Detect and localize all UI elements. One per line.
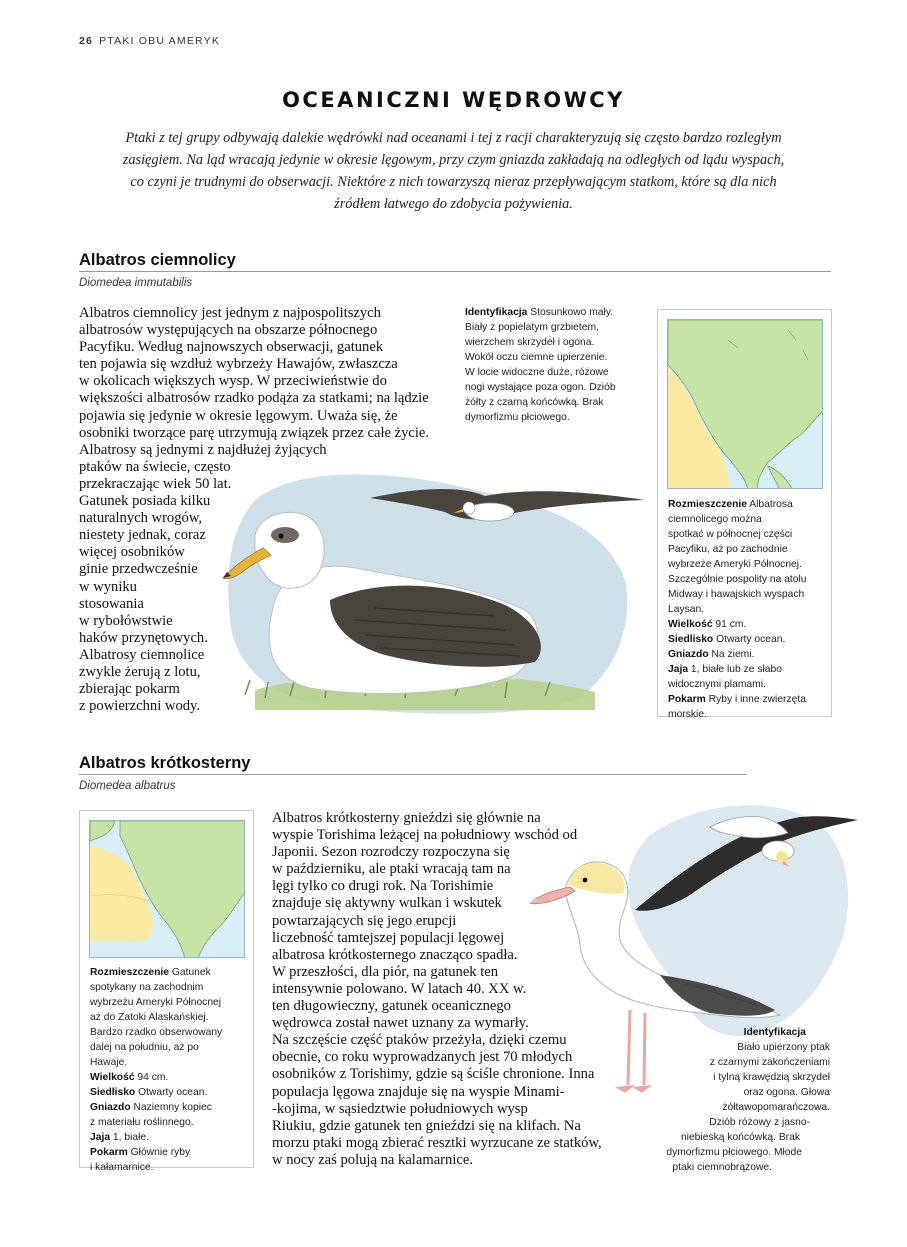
species2-title: Albatros krótkosterny xyxy=(79,754,251,772)
text-line: Albatrosy ciemnolice xyxy=(79,646,205,663)
fact-label: Gniazdo xyxy=(668,649,709,660)
text-line: Wokół oczu ciemne upierzenie. xyxy=(465,352,608,363)
text-line: z materiału roślinnego. xyxy=(90,1117,194,1128)
fact-label: Pokarm xyxy=(668,694,706,705)
text-line: wędrowca został nawet uznany za wymarły. xyxy=(272,1015,529,1032)
text-line: żółty z czarną końcówką. Brak xyxy=(465,397,604,408)
intro-line: zasięgiem. Na ląd wracają jedynie w okresie lęgowym, przy czym gniazda zakładają na odległych od lądu wyspach, xyxy=(122,152,785,168)
fact-label: Jaja xyxy=(668,664,689,675)
text-line: ptaki ciemnobrązowe. xyxy=(672,1162,772,1173)
text-line: Bardzo rzadko obserwowany xyxy=(90,1027,223,1038)
species2-facts xyxy=(90,965,222,1175)
text-line: przekraczając wiek 50 lat. xyxy=(79,475,232,492)
text-line: ginie przedwcześnie xyxy=(79,561,198,578)
fact-label: Jaja xyxy=(90,1132,111,1143)
text-line: naturalnych wrogów, xyxy=(79,510,203,527)
species2-latin-name: Diomedea albatrus xyxy=(79,780,176,792)
text-line: oraz ogona. Głowa xyxy=(743,1087,830,1098)
text-line: Pacyfiku. Według najnowszych obserwacji, gatunek xyxy=(79,339,384,356)
text-line: powtarzających się jego erupcji xyxy=(272,912,457,929)
text-line: ptaków na świecie, często xyxy=(79,458,231,475)
fact-label: Wielkość xyxy=(90,1072,135,1083)
text-line: większości albatrosów rzadko podąża za statkami; na lądzie xyxy=(79,390,429,407)
intro-line: Ptaki z tej grupy odbywają dalekie wędrówki nad oceanami i tej z racji charakteryzują się często bardzo rozległym xyxy=(125,130,782,146)
fact-value: Otwarty ocean. xyxy=(716,634,786,645)
text-line: niebieską końcówką. Brak xyxy=(680,1132,800,1143)
text-line: Albatros ciemnolicy jest jednym z najpospolitszych xyxy=(79,305,381,321)
text-line: W przeszłości, dla piór, na gatunek ten xyxy=(272,963,499,980)
text-line: Midway i hawajskich wyspach xyxy=(668,589,805,600)
chapter-intro xyxy=(118,127,789,215)
text-line: Albatrosa xyxy=(749,499,793,510)
fact-value: Głównie ryby xyxy=(130,1147,191,1158)
text-line: zwykle żerują z lotu, xyxy=(79,663,201,680)
text-line: Biało upierzony ptak xyxy=(737,1042,830,1053)
species2-range-map xyxy=(89,820,245,958)
species2-identification xyxy=(640,1025,830,1175)
species2-rule xyxy=(79,774,747,775)
text-line: haków przynętowych. xyxy=(79,629,208,646)
identification-label: Identyfikacja xyxy=(743,1027,806,1038)
species1-range-map xyxy=(667,319,823,489)
text-line: w okolicach większych wysp. W przeciwieństwie do xyxy=(79,373,387,390)
page-number: 26 xyxy=(79,35,94,47)
text-line: aż do Zatoki Alaskańskiej. xyxy=(90,1012,209,1023)
text-line: dalej na południu, aż po xyxy=(90,1042,199,1053)
species1-rule xyxy=(79,271,831,272)
text-line: spotkać w północnej części xyxy=(668,529,793,540)
chapter-title: OCEANICZNI WĘDROWCY xyxy=(282,88,625,112)
species2-description xyxy=(272,810,602,1169)
fact-label: Gniazdo xyxy=(90,1102,131,1113)
text-line: albatrosów występujących na obszarze północnego xyxy=(79,322,378,339)
text-line: dymorfizmu płciowego. xyxy=(465,412,570,423)
text-line: populacja lęgowa znajduje się na wyspie Minami- xyxy=(272,1083,565,1100)
text-line: stosowania xyxy=(79,595,144,612)
text-line: lęgi tylko co drugi rok. Na Torishimie xyxy=(272,878,494,895)
text-line: dymorfizmu płciowego. Młode xyxy=(666,1147,802,1158)
text-line: spotykany na zachodnim xyxy=(90,982,204,993)
book-title: PTAKI OBU AMERYK xyxy=(99,35,221,47)
text-line: -kojima, w sąsiedztwie południowych wysp xyxy=(272,1100,528,1117)
species1-identification xyxy=(465,305,616,425)
species1-facts xyxy=(668,497,807,722)
text-line: i kałamarnice. xyxy=(90,1162,154,1173)
text-line: w nocy zaś polują na kalamarnice. xyxy=(272,1151,473,1168)
text-line: w październiku, ale ptaki wracają tam na xyxy=(272,861,511,878)
fact-value: Na ziemi. xyxy=(711,649,755,660)
fact-value: 1, białe lub ze słabo xyxy=(690,664,782,675)
text-line: Gatunek xyxy=(171,967,211,978)
fact-value: Ryby i inne zwierzęta xyxy=(708,694,806,705)
text-line: liczebność tamtejszej populacji lęgowej xyxy=(272,929,505,946)
text-line: więcej osobników xyxy=(79,544,185,561)
text-line: Biały z popielatym grzbietem, xyxy=(465,322,599,333)
text-line: Pacyfiku, aż po zachodnie xyxy=(668,544,788,555)
text-line: Riukiu, gdzie gatunek ten gnieździ się na klifach. Na xyxy=(272,1117,581,1134)
text-line: Szczególnie pospolity na atolu xyxy=(668,574,807,585)
text-line: Albatros krótkosterny gnieździ się głównie na xyxy=(272,810,541,826)
text-line: Albatrosy są jednymi z najdłużej żyjących xyxy=(79,441,327,458)
identification-label: Identyfikacja xyxy=(465,307,528,318)
text-line: zbierając pokarm xyxy=(79,681,180,698)
text-line: żółtawopomarańczowa. xyxy=(722,1102,830,1113)
text-line: z powierzchni wody. xyxy=(79,698,201,715)
text-line: Dziób różowy z jasno- xyxy=(709,1117,810,1128)
text-line: ten długowieczny, gatunek oceanicznego xyxy=(272,998,511,1015)
text-line: znajduje się aktywny wulkan i wskutek xyxy=(272,895,502,912)
fact-value: 94 cm. xyxy=(137,1072,169,1083)
fact-label: Wielkość xyxy=(668,619,713,630)
species2-infobox xyxy=(79,810,254,1173)
text-line: ciemnolicego można xyxy=(668,514,762,525)
species1-latin-name: Diomedea immutabilis xyxy=(79,277,193,289)
text-line: nogi wystające poza ogon. Dziób xyxy=(465,382,616,393)
fact-label: Siedlisko xyxy=(90,1087,136,1098)
fact-label: Rozmieszczenie xyxy=(90,967,169,978)
text-line: morzu ptaki mogą zbierać resztki wyrzucane ze statków, xyxy=(272,1134,602,1151)
text-line: wierzchem skrzydeł i ogona. xyxy=(465,337,595,348)
text-line: Stosunkowo mały. xyxy=(530,307,614,318)
text-line: obecnie, co roku wyprowadzanych jest 70 młodych xyxy=(272,1049,573,1066)
text-line: morskie. xyxy=(668,709,707,720)
text-line: Na szczęście część ptaków przeżyła, dzięki czemu xyxy=(272,1032,567,1049)
text-line: osobników z Torishimy, gdzie są ściśle chronione. Inna xyxy=(272,1066,595,1083)
text-line: intensywnie polowano. W latach 40. XX w. xyxy=(272,980,527,997)
text-line: niestety jednak, coraz xyxy=(79,527,206,544)
fact-label: Siedlisko xyxy=(668,634,714,645)
species1-infobox xyxy=(657,309,832,720)
text-line: W locie widoczne duże, różowe xyxy=(465,367,609,378)
species1-title: Albatros ciemnolicy xyxy=(79,251,236,269)
text-line: wybrzeżu Ameryki Północnej xyxy=(90,997,222,1008)
fact-value: 91 cm. xyxy=(715,619,747,630)
fact-value: 1, białe. xyxy=(112,1132,149,1143)
text-line: wyspie Torishima leżącej na południowy wschód od xyxy=(272,827,578,844)
running-head xyxy=(79,35,220,47)
fact-label: Rozmieszczenie xyxy=(668,499,747,510)
text-line: widocznymi plamami. xyxy=(668,679,766,690)
text-line: Laysan. xyxy=(668,604,705,615)
text-line: Hawaje. xyxy=(90,1057,128,1068)
text-line: i tylną krawędzią skrzydeł xyxy=(713,1072,830,1083)
text-line: w rybołówstwie xyxy=(79,612,173,629)
text-line: Japonii. Sezon rozrodczy rozpoczyna się xyxy=(272,844,510,861)
text-line: pojawia się jedynie w okresie lęgowym. Uważa się, że xyxy=(79,407,398,424)
fact-value: Otwarty ocean. xyxy=(138,1087,208,1098)
intro-line: źródłem łatwego do zdobycia pożywienia. xyxy=(334,196,573,212)
text-line: Gatunek posiada kilku xyxy=(79,493,211,510)
fact-label: Pokarm xyxy=(90,1147,128,1158)
text-line: z czarnymi zakończeniami xyxy=(709,1057,830,1068)
species1-description xyxy=(79,305,429,715)
text-line: w wyniku xyxy=(79,578,137,595)
text-line: osobniki tworzące parę utrzymują związek przez całe życie. xyxy=(79,424,430,441)
text-line: albatrosa krótkosternego znacząco spadła. xyxy=(272,946,518,963)
fact-value: Naziemny kopiec xyxy=(133,1102,212,1113)
intro-line: co czyni je trudnymi do obserwacji. Niektóre z nich towarzyszą nieraz przepływającym statkom, które są dla nich xyxy=(130,174,777,190)
text-line: ten pojawia się wzdłuż wybrzeży Hawajów, zwłaszcza xyxy=(79,356,398,373)
text-line: wybrzeże Ameryki Północnej. xyxy=(668,559,802,570)
